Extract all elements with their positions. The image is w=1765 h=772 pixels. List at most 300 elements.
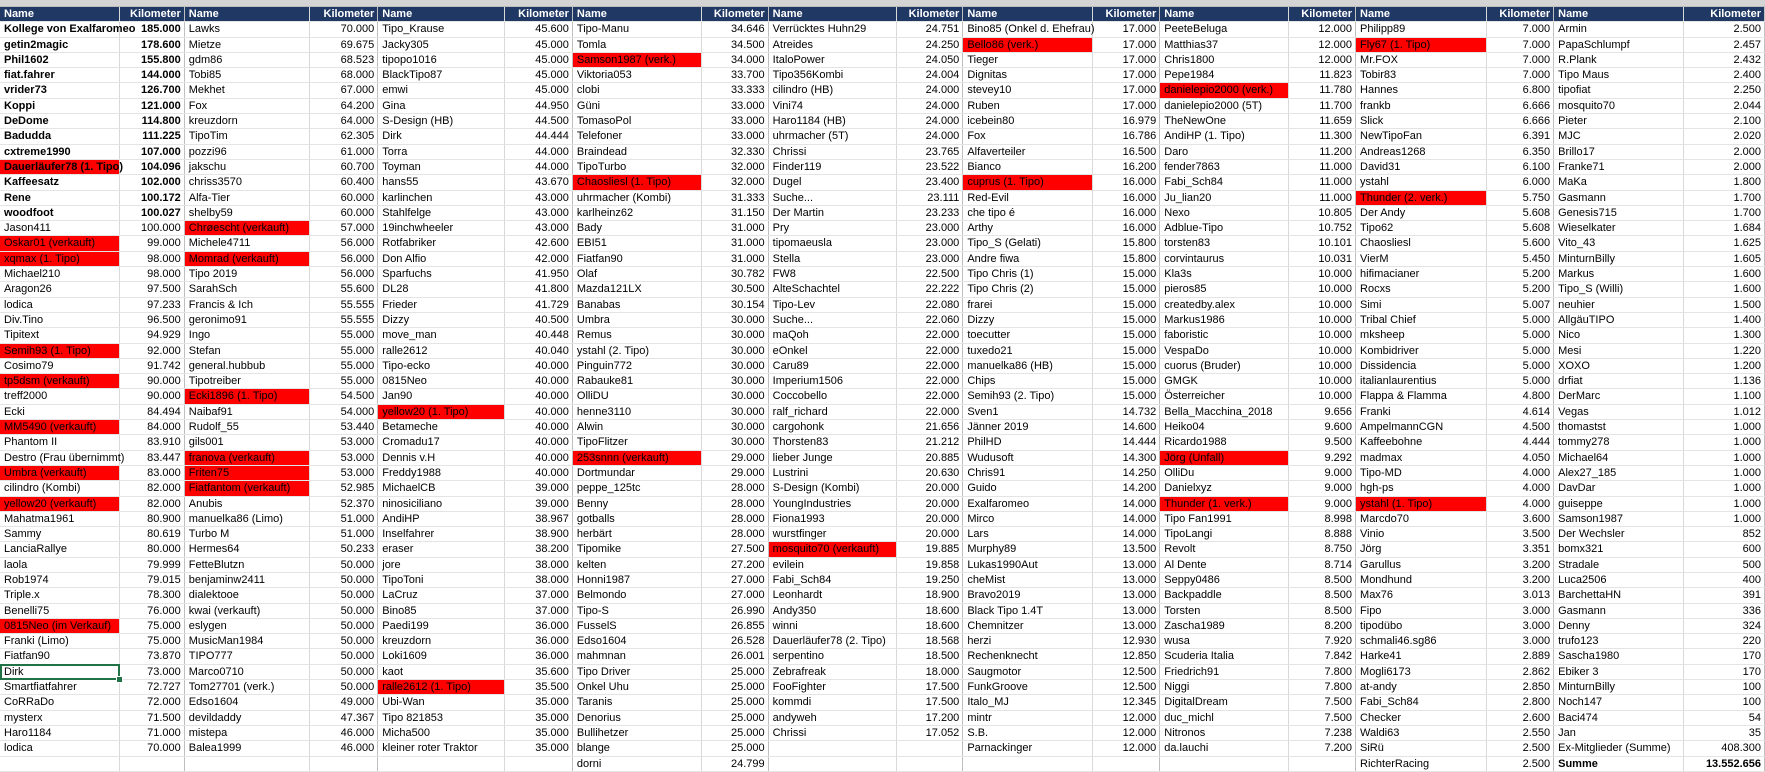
km-cell[interactable]: 14.250 <box>1093 465 1160 480</box>
name-cell[interactable]: Kla3s <box>1160 267 1289 282</box>
name-cell[interactable] <box>0 756 120 771</box>
name-cell[interactable]: Rocxs <box>1356 282 1487 297</box>
km-cell[interactable]: 27.000 <box>701 588 768 603</box>
name-cell[interactable]: Honni1987 <box>572 572 701 587</box>
name-cell[interactable]: Hannes <box>1356 83 1487 98</box>
km-cell[interactable]: 35 <box>1684 725 1765 740</box>
name-cell[interactable]: Tipo_S (Gelati) <box>963 236 1093 251</box>
km-cell[interactable]: 55.555 <box>310 312 378 327</box>
name-cell[interactable]: move_man <box>378 328 505 343</box>
header-km-cell[interactable]: Kilometer <box>504 7 572 22</box>
km-cell[interactable]: 1.000 <box>1684 420 1765 435</box>
name-cell[interactable]: OlliDU <box>572 389 701 404</box>
km-cell[interactable]: 23.111 <box>896 190 963 205</box>
name-cell[interactable]: Franki (Limo) <box>0 634 120 649</box>
km-cell[interactable]: 32.000 <box>701 159 768 174</box>
name-cell[interactable]: Rob1974 <box>0 572 120 587</box>
name-cell[interactable]: Thorsten83 <box>768 435 896 450</box>
name-cell[interactable]: kommdi <box>768 695 896 710</box>
name-cell[interactable]: Bino85 <box>378 603 505 618</box>
km-cell[interactable]: 5.007 <box>1487 297 1554 312</box>
name-cell[interactable]: Lars <box>963 527 1093 542</box>
km-cell[interactable]: 35.000 <box>504 725 572 740</box>
name-cell[interactable]: Daro <box>1160 144 1289 159</box>
name-cell[interactable]: Loki1609 <box>378 649 505 664</box>
name-cell[interactable]: Bella_Macchina_2018 <box>1160 404 1289 419</box>
name-cell[interactable]: Waldi63 <box>1356 725 1487 740</box>
name-cell[interactable]: TipoFlitzer <box>572 435 701 450</box>
name-cell[interactable]: DeDome <box>0 114 120 129</box>
header-km-cell[interactable]: Kilometer <box>1289 7 1356 22</box>
name-cell[interactable]: Alfaverteiler <box>963 144 1093 159</box>
name-cell[interactable]: Dugel <box>768 175 896 190</box>
km-cell[interactable]: 13.500 <box>1093 542 1160 557</box>
name-cell[interactable]: Semih93 (2. Tipo) <box>963 389 1093 404</box>
km-cell[interactable]: 16.786 <box>1093 129 1160 144</box>
name-cell[interactable]: AlteSchachtel <box>768 282 896 297</box>
km-cell[interactable]: 2.550 <box>1487 725 1554 740</box>
name-cell[interactable]: tipomaeusla <box>768 236 896 251</box>
km-cell[interactable]: 46.000 <box>310 725 378 740</box>
km-cell[interactable]: 32.000 <box>701 175 768 190</box>
name-cell[interactable]: Bady <box>572 221 701 236</box>
name-cell[interactable]: Umbra (verkauft) <box>0 465 120 480</box>
km-cell[interactable]: 18.500 <box>896 649 963 664</box>
name-cell[interactable]: Genesis715 <box>1554 205 1684 220</box>
km-cell[interactable]: 41.800 <box>504 282 572 297</box>
km-cell[interactable]: 2.862 <box>1487 664 1554 679</box>
header-km-cell[interactable]: Kilometer <box>1093 7 1160 22</box>
km-cell[interactable]: 400 <box>1684 572 1765 587</box>
name-cell[interactable]: Tobi85 <box>184 68 310 83</box>
name-cell[interactable]: Red-Evil <box>963 190 1093 205</box>
name-cell[interactable]: Luca2506 <box>1554 572 1684 587</box>
km-cell[interactable]: 22.080 <box>896 297 963 312</box>
name-cell[interactable]: Tipo62 <box>1356 221 1487 236</box>
km-cell[interactable] <box>1289 756 1356 771</box>
km-cell[interactable]: 10.000 <box>1289 297 1356 312</box>
name-cell[interactable]: Gasmann <box>1554 603 1684 618</box>
km-cell[interactable]: 10.000 <box>1289 282 1356 297</box>
km-cell[interactable]: 17.000 <box>1093 83 1160 98</box>
km-cell[interactable]: 41.950 <box>504 267 572 282</box>
km-cell[interactable]: 41.729 <box>504 297 572 312</box>
km-cell[interactable]: 7.800 <box>1289 680 1356 695</box>
name-cell[interactable]: torsten83 <box>1160 236 1289 251</box>
name-cell[interactable]: Italo_MJ <box>963 695 1093 710</box>
km-cell[interactable]: 21.212 <box>896 435 963 450</box>
km-cell[interactable]: 30.500 <box>701 282 768 297</box>
km-cell[interactable]: 80.000 <box>120 542 184 557</box>
name-cell[interactable]: Jänner 2019 <box>963 420 1093 435</box>
name-cell[interactable]: Haro1184 (HB) <box>768 114 896 129</box>
name-cell[interactable]: TipoTim <box>184 129 310 144</box>
name-cell[interactable]: Markus <box>1554 267 1684 282</box>
name-cell[interactable]: Belmondo <box>572 588 701 603</box>
km-cell[interactable]: 17.000 <box>1093 22 1160 37</box>
km-cell[interactable]: 28.000 <box>701 496 768 511</box>
km-cell[interactable]: 47.367 <box>310 710 378 725</box>
name-cell[interactable]: herzi <box>963 634 1093 649</box>
km-cell[interactable]: 14.444 <box>1093 435 1160 450</box>
km-cell[interactable]: 7.000 <box>1487 52 1554 67</box>
km-cell[interactable]: 9.656 <box>1289 404 1356 419</box>
name-cell[interactable]: icebein80 <box>963 114 1093 129</box>
name-cell[interactable]: cargohonk <box>768 420 896 435</box>
name-cell[interactable]: Rechenknecht <box>963 649 1093 664</box>
km-cell[interactable]: 144.000 <box>120 68 184 83</box>
km-cell[interactable]: 11.700 <box>1289 98 1356 113</box>
name-cell[interactable]: Ex-Mitglieder (Summe) <box>1554 741 1684 756</box>
header-name-cell[interactable]: Name <box>378 7 505 22</box>
name-cell[interactable]: Ju_lian20 <box>1160 190 1289 205</box>
km-cell[interactable]: 25.000 <box>701 680 768 695</box>
km-cell[interactable]: 37.000 <box>504 603 572 618</box>
name-cell[interactable]: Nico <box>1554 328 1684 343</box>
name-cell[interactable]: Garullus <box>1356 557 1487 572</box>
name-cell[interactable]: tipopo1016 <box>378 52 505 67</box>
km-cell[interactable]: 90.000 <box>120 374 184 389</box>
name-cell[interactable]: Andreas1268 <box>1356 144 1487 159</box>
name-cell[interactable]: Momrad (verkauft) <box>184 251 310 266</box>
km-cell[interactable] <box>120 756 184 771</box>
name-cell[interactable]: hgh-ps <box>1356 481 1487 496</box>
name-cell[interactable]: Tipo_S (Willi) <box>1554 282 1684 297</box>
km-cell[interactable]: 37.000 <box>504 588 572 603</box>
km-cell[interactable]: 8.500 <box>1289 572 1356 587</box>
header-name-cell[interactable]: Name <box>572 7 701 22</box>
km-cell[interactable]: 1.605 <box>1684 251 1765 266</box>
name-cell[interactable]: Der Andy <box>1356 205 1487 220</box>
header-km-cell[interactable]: Kilometer <box>896 7 963 22</box>
km-cell[interactable]: 54.000 <box>310 404 378 419</box>
km-cell[interactable]: 61.000 <box>310 144 378 159</box>
name-cell[interactable]: Wudusoft <box>963 450 1093 465</box>
name-cell[interactable]: frarei <box>963 297 1093 312</box>
name-cell[interactable]: mahmnan <box>572 649 701 664</box>
km-cell[interactable]: 20.000 <box>896 511 963 526</box>
km-cell[interactable]: 23.000 <box>896 236 963 251</box>
name-cell[interactable]: Tipo 2019 <box>184 267 310 282</box>
name-cell[interactable]: Tomla <box>572 37 701 52</box>
km-cell[interactable]: 11.780 <box>1289 83 1356 98</box>
km-cell[interactable]: 57.000 <box>310 221 378 236</box>
name-cell[interactable]: Fox <box>184 98 310 113</box>
km-cell[interactable]: 38.200 <box>504 542 572 557</box>
km-cell[interactable]: 73.000 <box>120 664 184 679</box>
name-cell[interactable]: 19inchwheeler <box>378 221 505 236</box>
name-cell[interactable]: drfiat <box>1554 374 1684 389</box>
name-cell[interactable]: Verrücktes Huhn29 <box>768 22 896 37</box>
km-cell[interactable]: 54.500 <box>310 389 378 404</box>
name-cell[interactable]: franova (verkauft) <box>184 450 310 465</box>
km-cell[interactable]: 7.500 <box>1289 710 1356 725</box>
name-cell[interactable]: XOXO <box>1554 358 1684 373</box>
name-cell[interactable]: eOnkel <box>768 343 896 358</box>
name-cell[interactable]: Niggi <box>1160 680 1289 695</box>
name-cell[interactable]: Kaffeebohne <box>1356 435 1487 450</box>
name-cell[interactable]: YoungIndustries <box>768 496 896 511</box>
name-cell[interactable]: Atreides <box>768 37 896 52</box>
name-cell[interactable]: yellow20 (verkauft) <box>0 496 120 511</box>
km-cell[interactable]: 50.000 <box>310 649 378 664</box>
name-cell[interactable]: LaCruz <box>378 588 505 603</box>
km-cell[interactable]: 1.700 <box>1684 205 1765 220</box>
name-cell[interactable]: MJC <box>1554 129 1684 144</box>
name-cell[interactable]: TipoTurbo <box>572 159 701 174</box>
km-cell[interactable]: 1.400 <box>1684 312 1765 327</box>
name-cell[interactable]: andyweh <box>768 710 896 725</box>
km-cell[interactable]: 31.000 <box>701 221 768 236</box>
name-cell[interactable]: dialektooe <box>184 588 310 603</box>
km-cell[interactable]: 8.500 <box>1289 603 1356 618</box>
name-cell[interactable]: Kombidriver <box>1356 343 1487 358</box>
name-cell[interactable]: Badudda <box>0 129 120 144</box>
header-name-cell[interactable]: Name <box>1356 7 1487 22</box>
name-cell[interactable]: Mazda121LX <box>572 282 701 297</box>
name-cell[interactable]: TomasoPol <box>572 114 701 129</box>
km-cell[interactable]: 97.500 <box>120 282 184 297</box>
name-cell[interactable]: clobi <box>572 83 701 98</box>
km-cell[interactable]: 17.200 <box>896 710 963 725</box>
km-cell[interactable]: 9.000 <box>1289 465 1356 480</box>
km-cell[interactable]: 83.000 <box>120 465 184 480</box>
km-cell[interactable]: 70.000 <box>120 741 184 756</box>
name-cell[interactable]: BlackTipo87 <box>378 68 505 83</box>
name-cell[interactable]: Fiatfan90 <box>0 649 120 664</box>
header-km-cell[interactable]: Kilometer <box>701 7 768 22</box>
km-cell[interactable]: 75.000 <box>120 618 184 633</box>
km-cell[interactable]: 220 <box>1684 634 1765 649</box>
name-cell[interactable]: Bello86 (verk.) <box>963 37 1093 52</box>
km-cell[interactable]: 50.000 <box>310 588 378 603</box>
name-cell[interactable]: Guido <box>963 481 1093 496</box>
km-cell[interactable]: 6.391 <box>1487 129 1554 144</box>
km-cell[interactable]: 7.238 <box>1289 725 1356 740</box>
name-cell[interactable]: Fabi_Sch84 <box>1356 695 1487 710</box>
name-cell[interactable]: Semih93 (1. Tipo) <box>0 343 120 358</box>
name-cell[interactable]: Pinguin772 <box>572 358 701 373</box>
km-cell[interactable]: 1.000 <box>1684 435 1765 450</box>
name-cell[interactable]: jakschu <box>184 159 310 174</box>
name-cell[interactable]: Chemnitzer <box>963 618 1093 633</box>
name-cell[interactable]: Suche... <box>768 312 896 327</box>
name-cell[interactable]: ralle2612 <box>378 343 505 358</box>
km-cell[interactable]: 9.600 <box>1289 420 1356 435</box>
km-cell[interactable]: 27.000 <box>701 572 768 587</box>
km-cell[interactable]: 18.568 <box>896 634 963 649</box>
name-cell[interactable]: lodica <box>0 741 120 756</box>
km-cell[interactable]: 185.000 <box>120 22 184 37</box>
km-cell[interactable]: 13.000 <box>1093 588 1160 603</box>
name-cell[interactable]: Torra <box>378 144 505 159</box>
name-cell[interactable]: gotballs <box>572 511 701 526</box>
name-cell[interactable]: cilindro (HB) <box>768 83 896 98</box>
km-cell[interactable]: 84.000 <box>120 420 184 435</box>
km-cell[interactable]: 1.100 <box>1684 389 1765 404</box>
km-cell[interactable]: 178.600 <box>120 37 184 52</box>
km-cell[interactable]: 26.990 <box>701 603 768 618</box>
name-cell[interactable]: Vinio <box>1356 527 1487 542</box>
km-cell[interactable]: 12.000 <box>1093 741 1160 756</box>
km-cell[interactable] <box>896 756 963 771</box>
km-cell[interactable]: 3.000 <box>1487 618 1554 633</box>
km-cell[interactable]: 20.000 <box>896 481 963 496</box>
name-cell[interactable]: Tipo Fan1991 <box>1160 511 1289 526</box>
name-cell[interactable]: Taranis <box>572 695 701 710</box>
km-cell[interactable]: 56.000 <box>310 251 378 266</box>
name-cell[interactable]: Lustrini <box>768 465 896 480</box>
header-name-cell[interactable]: Name <box>0 7 120 22</box>
name-cell[interactable]: gdm86 <box>184 52 310 67</box>
name-cell[interactable]: Banabas <box>572 297 701 312</box>
name-cell[interactable]: S-Design (HB) <box>378 114 505 129</box>
name-cell[interactable]: Harke41 <box>1356 649 1487 664</box>
name-cell[interactable]: AmpelmannCGN <box>1356 420 1487 435</box>
name-cell[interactable]: Tipo Chris (1) <box>963 267 1093 282</box>
km-cell[interactable]: 79.999 <box>120 557 184 572</box>
km-cell[interactable]: 18.600 <box>896 603 963 618</box>
km-cell[interactable]: 22.000 <box>896 374 963 389</box>
km-cell[interactable]: 22.060 <box>896 312 963 327</box>
name-cell[interactable]: Sascha1980 <box>1554 649 1684 664</box>
km-cell[interactable]: 60.400 <box>310 175 378 190</box>
km-cell[interactable]: 10.805 <box>1289 205 1356 220</box>
name-cell[interactable]: schmali46.sg86 <box>1356 634 1487 649</box>
km-cell[interactable]: 13.552.656 <box>1684 756 1765 771</box>
name-cell[interactable]: maQoh <box>768 328 896 343</box>
name-cell[interactable]: VespaDo <box>1160 343 1289 358</box>
km-cell[interactable]: 31.000 <box>701 251 768 266</box>
name-cell[interactable]: Slick <box>1356 114 1487 129</box>
name-cell[interactable]: Friten75 <box>184 465 310 480</box>
km-cell[interactable]: 1.012 <box>1684 404 1765 419</box>
km-cell[interactable]: 4.000 <box>1487 465 1554 480</box>
km-cell[interactable]: 13.000 <box>1093 618 1160 633</box>
name-cell[interactable]: Samson1987 (verk.) <box>572 52 701 67</box>
km-cell[interactable]: 13.000 <box>1093 572 1160 587</box>
km-cell[interactable]: 4.000 <box>1487 496 1554 511</box>
km-cell[interactable]: 30.000 <box>701 420 768 435</box>
km-cell[interactable]: 111.225 <box>120 129 184 144</box>
name-cell[interactable]: Vini74 <box>768 98 896 113</box>
km-cell[interactable]: 9.500 <box>1289 435 1356 450</box>
km-cell[interactable]: 32.330 <box>701 144 768 159</box>
name-cell[interactable]: Zascha1989 <box>1160 618 1289 633</box>
km-cell[interactable]: 44.000 <box>504 159 572 174</box>
km-cell[interactable]: 22.000 <box>896 328 963 343</box>
km-cell[interactable]: 17.500 <box>896 695 963 710</box>
km-cell[interactable]: 10.000 <box>1289 343 1356 358</box>
km-cell[interactable]: 20.000 <box>896 527 963 542</box>
name-cell[interactable]: peppe_125tc <box>572 481 701 496</box>
name-cell[interactable]: kelten <box>572 557 701 572</box>
name-cell[interactable]: Andre fiwa <box>963 251 1093 266</box>
name-cell[interactable]: createdby.alex <box>1160 297 1289 312</box>
km-cell[interactable]: 11.300 <box>1289 129 1356 144</box>
km-cell[interactable]: 2.500 <box>1487 741 1554 756</box>
name-cell[interactable]: Summe <box>1554 756 1684 771</box>
name-cell[interactable]: SarahSch <box>184 282 310 297</box>
name-cell[interactable]: Dizzy <box>378 312 505 327</box>
name-cell[interactable]: lieber Junge <box>768 450 896 465</box>
name-cell[interactable]: tp5dsm (verkauft) <box>0 374 120 389</box>
km-cell[interactable]: 17.500 <box>896 680 963 695</box>
km-cell[interactable]: 155.800 <box>120 52 184 67</box>
name-cell[interactable]: emwi <box>378 83 505 98</box>
km-cell[interactable]: 33.700 <box>701 68 768 83</box>
km-cell[interactable]: 22.000 <box>896 358 963 373</box>
name-cell[interactable]: lodica <box>0 297 120 312</box>
name-cell[interactable]: Paedi199 <box>378 618 505 633</box>
km-cell[interactable]: 14.300 <box>1093 450 1160 465</box>
name-cell[interactable]: Simi <box>1356 297 1487 312</box>
name-cell[interactable]: fiat.fahrer <box>0 68 120 83</box>
name-cell[interactable]: Onkel Uhu <box>572 680 701 695</box>
name-cell[interactable]: pozzi96 <box>184 144 310 159</box>
km-cell[interactable]: 18.000 <box>896 664 963 679</box>
name-cell[interactable]: Thunder (1. verk.) <box>1160 496 1289 511</box>
name-cell[interactable]: Exalfaromeo <box>963 496 1093 511</box>
km-cell[interactable]: 14.000 <box>1093 511 1160 526</box>
name-cell[interactable]: Philipp89 <box>1356 22 1487 37</box>
name-cell[interactable]: evilein <box>768 557 896 572</box>
km-cell[interactable]: 14.200 <box>1093 481 1160 496</box>
name-cell[interactable]: Brillo17 <box>1554 144 1684 159</box>
name-cell[interactable]: Chris1800 <box>1160 52 1289 67</box>
name-cell[interactable]: Jacky305 <box>378 37 505 52</box>
km-cell[interactable]: 28.000 <box>701 481 768 496</box>
name-cell[interactable]: winni <box>768 618 896 633</box>
name-cell[interactable]: ystahl <box>1356 175 1487 190</box>
km-cell[interactable]: 2.250 <box>1684 83 1765 98</box>
km-cell[interactable]: 98.000 <box>120 267 184 282</box>
km-cell[interactable]: 90.000 <box>120 389 184 404</box>
name-cell[interactable]: ItaloPower <box>768 52 896 67</box>
name-cell[interactable]: S-Design (Kombi) <box>768 481 896 496</box>
km-cell[interactable]: 44.000 <box>504 144 572 159</box>
km-cell[interactable]: 23.000 <box>896 221 963 236</box>
name-cell[interactable]: Caru89 <box>768 358 896 373</box>
km-cell[interactable]: 40.000 <box>504 435 572 450</box>
km-cell[interactable]: 38.900 <box>504 527 572 542</box>
km-cell[interactable]: 55.600 <box>310 282 378 297</box>
name-cell[interactable]: Fabi_Sch84 <box>768 572 896 587</box>
name-cell[interactable]: Tipo 821853 <box>378 710 505 725</box>
km-cell[interactable]: 600 <box>1684 542 1765 557</box>
name-cell[interactable]: Leonhardt <box>768 588 896 603</box>
km-cell[interactable]: 336 <box>1684 603 1765 618</box>
km-cell[interactable]: 62.305 <box>310 129 378 144</box>
name-cell[interactable]: Remus <box>572 328 701 343</box>
name-cell[interactable]: Jan90 <box>378 389 505 404</box>
km-cell[interactable]: 40.000 <box>504 389 572 404</box>
name-cell[interactable]: Alfa-Tier <box>184 190 310 205</box>
name-cell[interactable]: uhrmacher (Kombi) <box>572 190 701 205</box>
km-cell[interactable]: 23.522 <box>896 159 963 174</box>
name-cell[interactable]: Lukas1990Aut <box>963 557 1093 572</box>
km-cell[interactable]: 5.200 <box>1487 282 1554 297</box>
km-cell[interactable]: 36.000 <box>504 649 572 664</box>
name-cell[interactable]: frankb <box>1356 98 1487 113</box>
km-cell[interactable]: 35.000 <box>504 695 572 710</box>
km-cell[interactable]: 11.000 <box>1289 190 1356 205</box>
km-cell[interactable]: 23.233 <box>896 205 963 220</box>
name-cell[interactable]: mysterx <box>0 710 120 725</box>
km-cell[interactable]: 2.000 <box>1684 144 1765 159</box>
km-cell[interactable]: 7.000 <box>1487 22 1554 37</box>
name-cell[interactable]: Stahlfelge <box>378 205 505 220</box>
